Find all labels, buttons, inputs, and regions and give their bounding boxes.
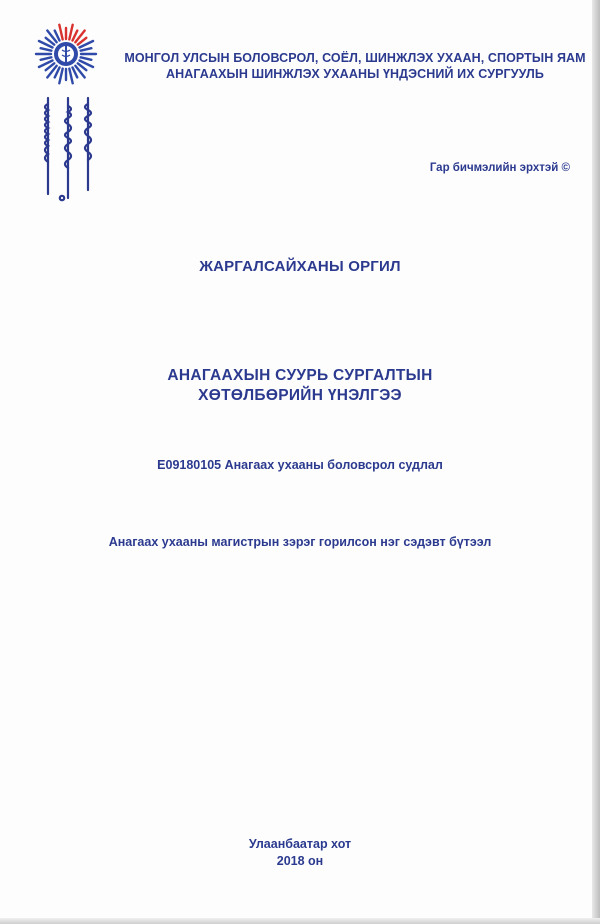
- ministry-header: [120, 50, 590, 82]
- author-name: ЖАРГАЛСАЙХАНЫ ОРГИЛ: [199, 258, 401, 275]
- emblem-ray: [69, 69, 72, 84]
- emblem-ray: [69, 25, 72, 40]
- page-edge-bottom: [0, 918, 600, 924]
- thesis-title-line-1: АНАГААХЫН СУУРЬ СУРГАЛТЫН: [167, 367, 433, 384]
- degree-statement: Анагаах ухааны магистрын зэрэг горилсон нэг сэдэвт бүтээл: [108, 535, 492, 549]
- university-emblem-icon: [34, 22, 98, 86]
- page-edge-right: [592, 0, 600, 924]
- emblem-ray: [41, 57, 52, 59]
- emblem-ray: [41, 48, 52, 50]
- copyright-note: Гар бичмэлийн эрхтэй ©: [429, 162, 570, 174]
- emblem-ray: [59, 69, 62, 84]
- place-and-year: [0, 836, 600, 870]
- year: 2018 он: [276, 854, 324, 868]
- ministry-line-1: МОНГОЛ УЛСЫН БОЛОВСРОЛ, СОЁЛ, ШИНЖЛЭХ УХААН, СПОРТЫН ЯАМ: [124, 51, 586, 65]
- emblem-ray: [81, 48, 92, 50]
- mongolian-script-name: [34, 94, 106, 204]
- thesis-title: [0, 366, 600, 406]
- specialty-code: E09180105 Анагаах ухааны боловсрол судлал: [157, 458, 443, 472]
- thesis-title-line-2: ХӨТӨЛБӨРИЙН ҮНЭЛГЭЭ: [198, 387, 402, 404]
- emblem-ray: [81, 57, 92, 59]
- ministry-line-2: АНАГААХЫН ШИНЖЛЭХ УХААНЫ ҮНДЭСНИЙ ИХ СУРГУУЛЬ: [166, 67, 544, 81]
- emblem-ray: [59, 25, 62, 40]
- city-name: Улаанбаатар хот: [248, 837, 352, 851]
